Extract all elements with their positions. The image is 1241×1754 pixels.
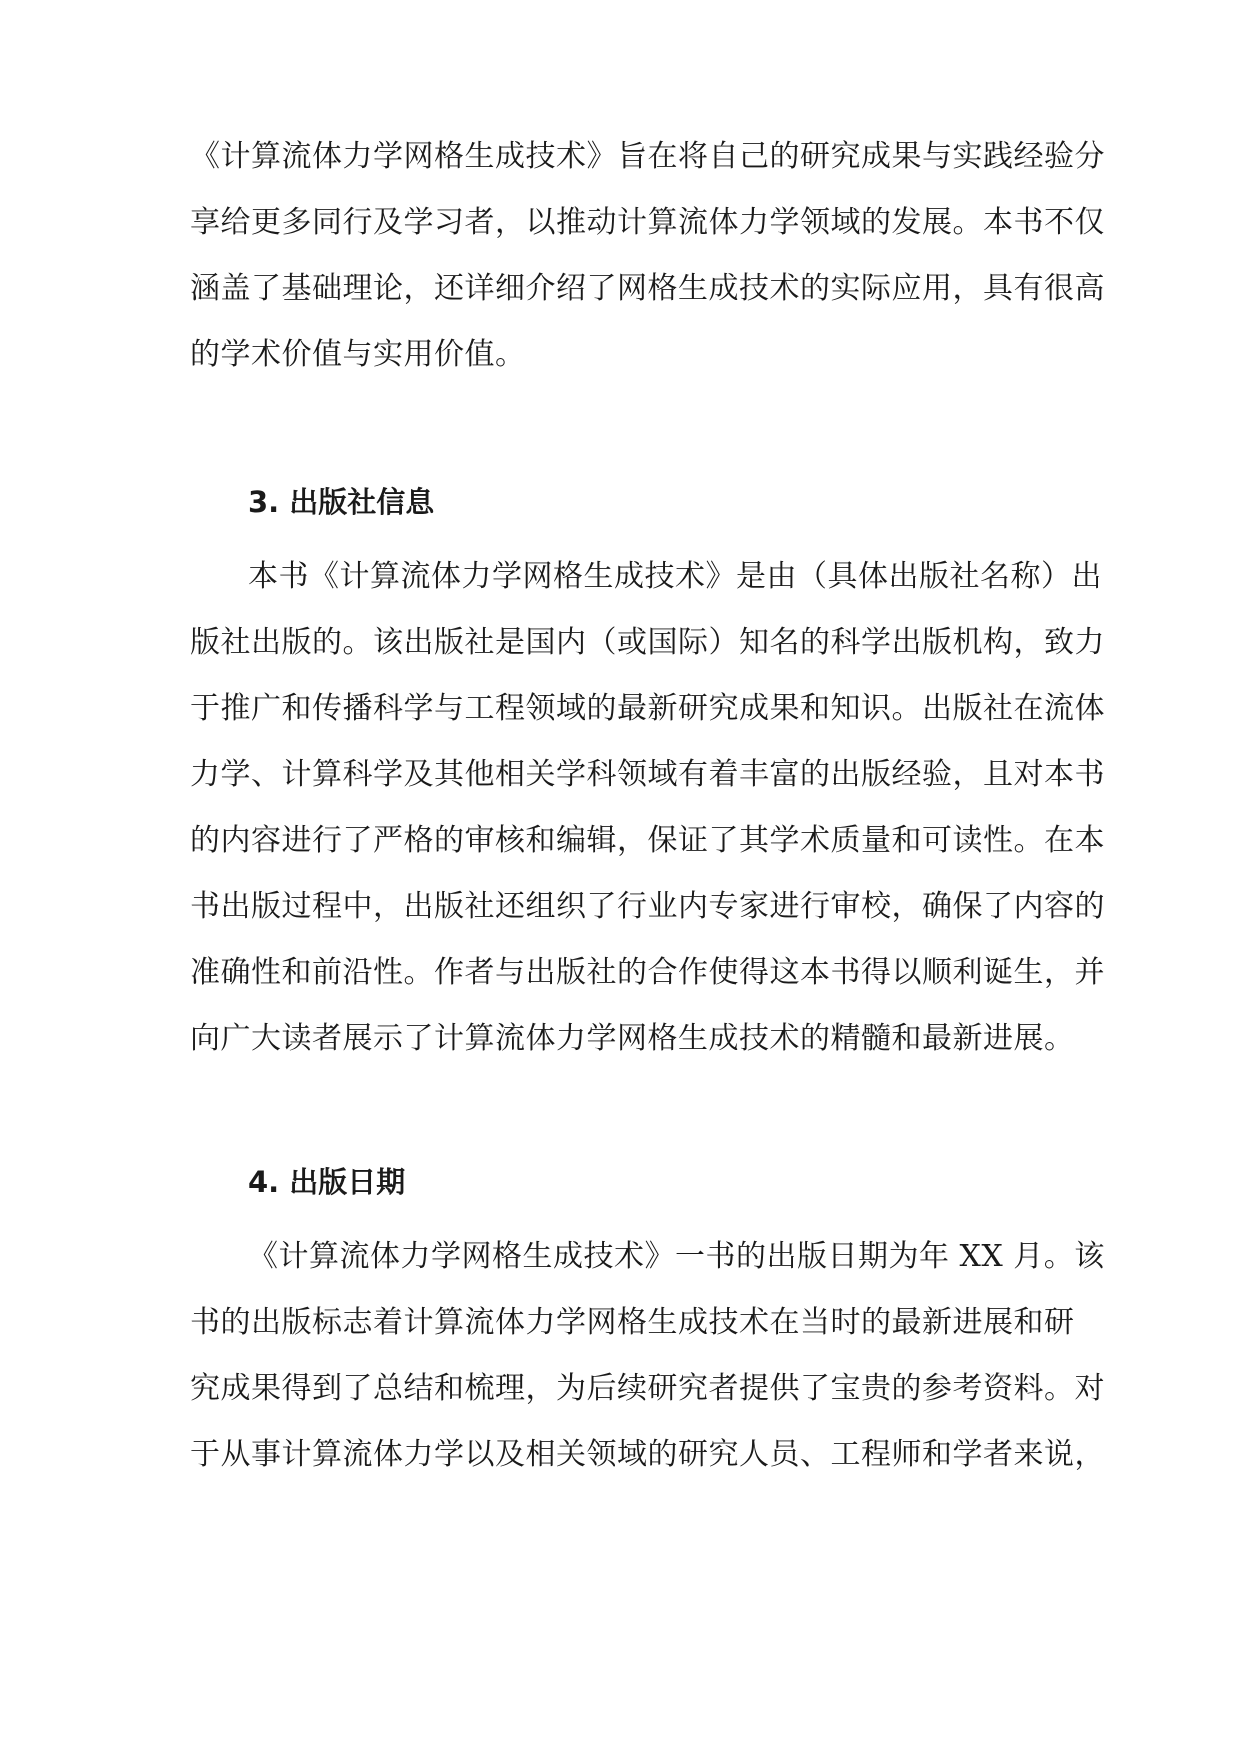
paragraph-line: 于从事计算流体力学以及相关领域的研究人员、工程师和学者来说，	[190, 1437, 1105, 1472]
section-heading-publication-date: 4. 出版日期	[248, 1165, 406, 1199]
paragraph-line: 的学术价值与实用价值。	[190, 337, 526, 372]
paragraph-line: 涵盖了基础理论，还详细介绍了网格生成技术的实际应用，具有很高	[190, 271, 1105, 306]
section-heading-publisher: 3. 出版社信息	[248, 485, 435, 519]
paragraph-line: 《计算流体力学网格生成技术》一书的出版日期为年 XX 月。该	[248, 1239, 1105, 1274]
paragraph-line: 的内容进行了严格的审核和编辑，保证了其学术质量和可读性。在本	[190, 823, 1105, 858]
paragraph-line: 版社出版的。该出版社是国内（或国际）知名的科学出版机构，致力	[190, 625, 1105, 660]
paragraph-line: 书出版过程中，出版社还组织了行业内专家进行审校，确保了内容的	[190, 889, 1105, 924]
paragraph-line: 准确性和前沿性。作者与出版社的合作使得这本书得以顺利诞生，并	[190, 955, 1105, 990]
paragraph-line: 究成果得到了总结和梳理，为后续研究者提供了宝贵的参考资料。对	[190, 1371, 1105, 1406]
paragraph-line: 享给更多同行及学习者，以推动计算流体力学领域的发展。本书不仅	[190, 205, 1105, 240]
paragraph-line: 力学、计算科学及其他相关学科领域有着丰富的出版经验，且对本书	[190, 757, 1105, 792]
paragraph-line: 于推广和传播科学与工程领域的最新研究成果和知识。出版社在流体	[190, 691, 1105, 726]
paragraph-line: 向广大读者展示了计算流体力学网格生成技术的精髓和最新进展。	[190, 1021, 1075, 1056]
paragraph-line: 书的出版标志着计算流体力学网格生成技术在当时的最新进展和研	[190, 1305, 1075, 1340]
paragraph-line: 本书《计算流体力学网格生成技术》是由（具体出版社名称）出	[248, 559, 1102, 594]
paragraph-line: 《计算流体力学网格生成技术》旨在将自己的研究成果与实践经验分	[190, 139, 1105, 174]
